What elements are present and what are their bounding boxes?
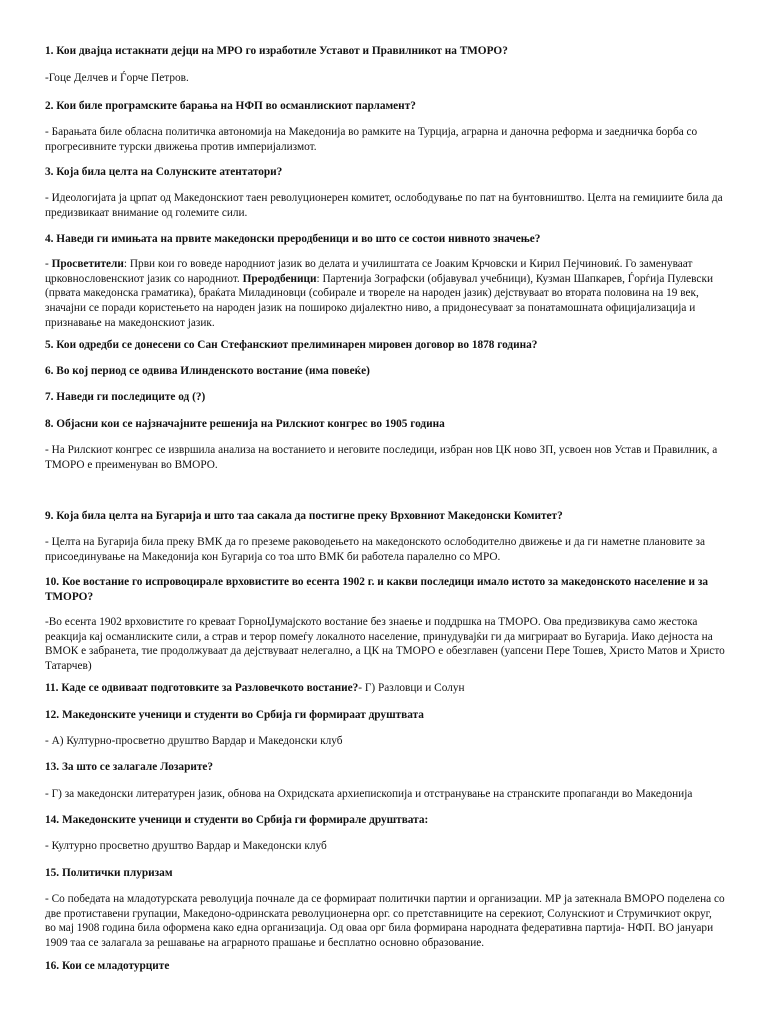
answer-8: - На Рилскиот конгрес се извршила анализа на востанието и неговите последици, избран нов ЦК ново ЗП, усвоен нов Устав и Правилник, а ТМОРО е преименуван во ВМОРО. <box>45 444 718 471</box>
answer-10: -Во есента 1902 врховистите го креваат ГорноЏумајското востание без знаење и поддршка на ТМОРО. Ова предизвикува само жестока реакција кај османлиските сили, а страв и терор помеѓу локалното население, принудувајќи ги да мигрираат во Бугарија. Иако дејноста на ВМОК е забранета, тие продолжуваат да дејствуваат нелегално, а ЦК на ТМОРО е обезглавен (уапсени Пере Тошев, Христо Матов и Христо Татарчев) <box>45 616 725 673</box>
question-6: 6. Во кој период се одвива Илинденското востание (има повеќе) <box>45 365 370 377</box>
answer-4: - Просветители: Први кои го воведе народниот јазик во делата и училиштата се Јоаким Крчовски и Кирил Пејчиновиќ. Го заменуваат црковнословенскиот јазик со народниот. Преродбеници: Партенија Зографски (објавувал учебници), Кузман Шапкарев, Ѓорѓија Пулевски (првата македонска граматика), браќата Миладиновци (собирале и твореле на народен јазик) дејствуваат во втората половина на 19 век, значајни се поради користењето на народен јазик на поширoко дијалектно ниво, а придонесуваат за понатамошната официјализација и признавање на македонскиот јазик. <box>45 258 713 329</box>
question-7: 7. Наведи ги последиците од (?) <box>45 391 206 403</box>
answer-12: - А) Културно-просветно друштво Вардар и Македонски клуб <box>45 735 343 747</box>
answer-14: - Културно просветно друштво Вардар и Македонски клуб <box>45 840 327 852</box>
question-11: 11. Каде се одвиваат подготовките за Разловечкото востание?- Г) Разловци и Солун <box>45 682 465 694</box>
question-5: 5. Кои одредби се донесени со Сан Стефанскиот прелиминарен мировен договор во 1878 година? <box>45 339 538 351</box>
question-4: 4. Наведи ги имињата на првите македонски преродбеници и во што се состои нивното значење? <box>45 233 541 245</box>
answer-15: - Со победата на младотурската револуција почнале да се формираат политички партии и организации. МР ја затекнала ВМОРО поделена со две протиставени групации, Македоно-одринската револуционерна орг. со претставниците на серекиот, Солунскиот и Струмичкиот округ, во мај 1908 година била оформена како една организација. Од оваа орг била формирана народната федеративна партија- НФП. ВО јануари 1909 таа се залагала за решавање на аграрното прашање и бесплатно основно образование. <box>45 893 725 950</box>
answer-13: - Г) за македонски литературен јазик, обнова на Охридската архиепископија и отстранување на странските пропаганди во Македонија <box>45 788 693 800</box>
answer-9: - Целта на Бугарија била преку ВМК да го преземе раководењето на македонското ослободително движење и да ги наметне плановите за присоединување на Македонија кон Бугарија со тоа што ВМК би работела паралелно со МРО. <box>45 536 706 563</box>
question-12: 12. Македонските ученици и студенти во Србија ги формираат друштвата <box>45 709 424 721</box>
term-preroditelci: Преродбеници <box>242 272 317 285</box>
question-1: 1. Кои двајца истакнати дејци на МРО го изработиле Уставот и Правилникот на ТМОРО? <box>45 45 508 57</box>
question-16: 16. Кои се младотурците <box>45 960 170 972</box>
question-8: 8. Објасни кои се најзначајните решенија на Рилскиот конгрес во 1905 година <box>45 418 445 430</box>
answer-2: - Барањата биле обласна политичка автономија на Македонија во рамките на Турција, аграрна и даночна реформа и заедничка борба со прогресивните турски движења против империјализмот. <box>45 126 698 153</box>
question-3: 3. Која била целта на Солунските атентатори? <box>45 166 283 178</box>
answer-3: - Идеологијата ја црпат од Македонскиот таен револуционерен комитет, ослободување по пат на бунтовништво. Целта на гемиџиите била да предизвикаат внимание од големите сили. <box>45 192 723 219</box>
question-10: 10. Кое востание го испровоцирале врховистите во есента 1902 г. и какви последици имало истото за македонското население и за ТМОРО? <box>45 576 709 603</box>
question-2: 2. Кои биле програмските барања на НФП во османлискиот парламент? <box>45 100 416 112</box>
question-13: 13. За што се залагале Лозарите? <box>45 761 214 773</box>
term-prosvetiteli: Просветители <box>51 258 124 270</box>
question-15: 15. Политички плуризам <box>45 867 173 879</box>
question-9: 9. Која била целта на Бугарија и што таа сакала да постигне преку Врховниот Македонски Комитет? <box>45 510 563 522</box>
question-14: 14. Македонските ученици и студенти во Србија ги формирале друштвата: <box>45 814 429 826</box>
answer-11: - Г) Разловци и Солун <box>358 682 465 694</box>
answer-1: -Гоце Делчев и Ѓорче Петров. <box>45 72 189 84</box>
